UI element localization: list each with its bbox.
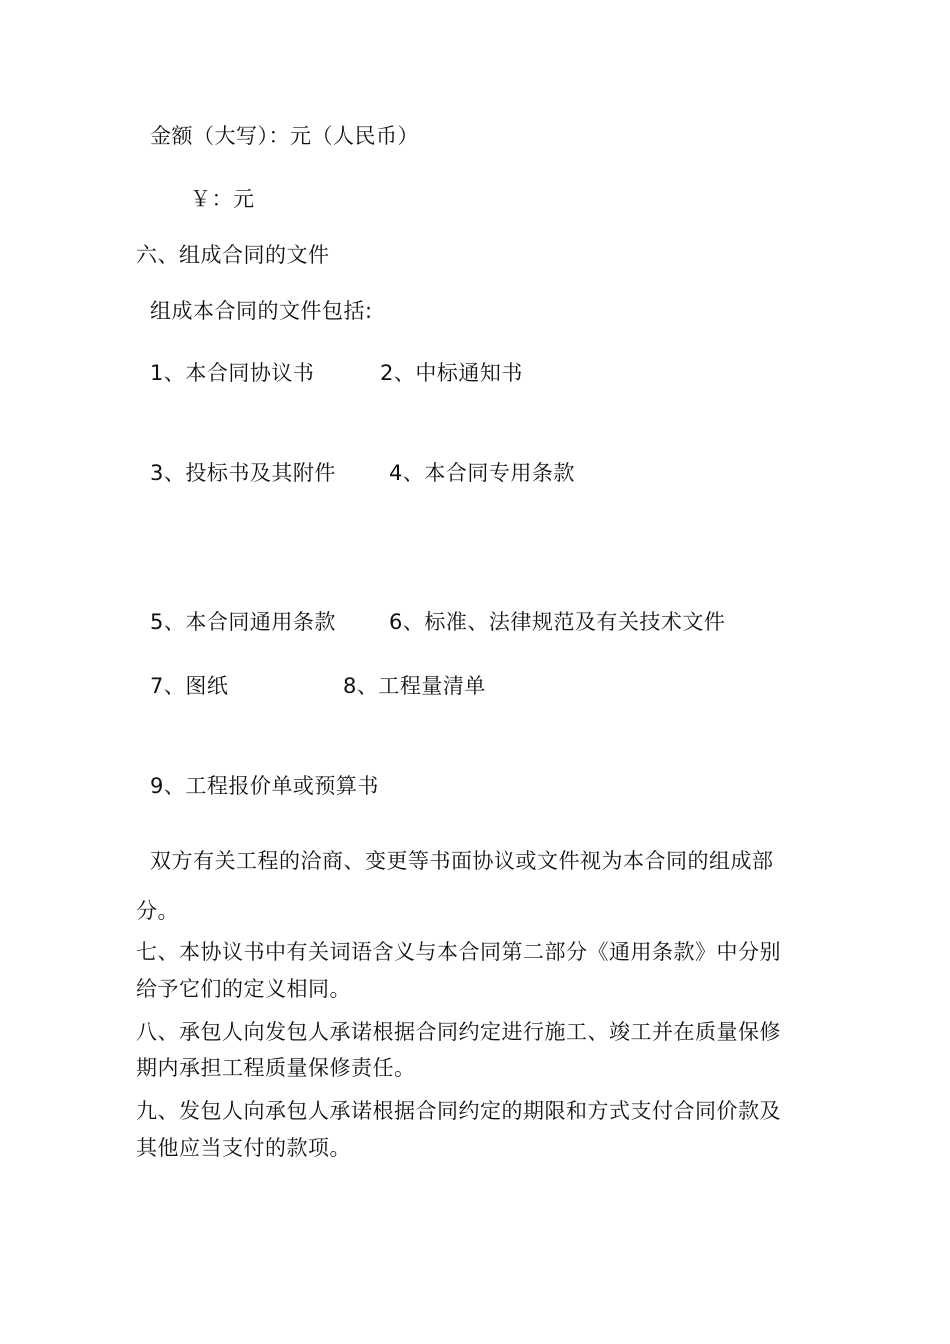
- section-7-line-1: 七、本协议书中有关词语含义与本合同第二部分《通用条款》中分别: [136, 940, 781, 964]
- amount-figures: ￥：元: [190, 187, 255, 211]
- section-6-note-line-2: 分。: [136, 899, 179, 923]
- document-item-1: 1、本合同协议书: [150, 361, 315, 385]
- document-item-9: 9、工程报价单或预算书: [150, 774, 379, 798]
- section-8-line-1: 八、承包人向发包人承诺根据合同约定进行施工、竣工并在质量保修: [136, 1020, 781, 1044]
- document-item-3: 3、投标书及其附件: [150, 461, 336, 485]
- section-6-heading: 六、组成合同的文件: [136, 243, 330, 267]
- document-item-5: 5、本合同通用条款: [150, 610, 336, 634]
- document-item-8: 8、工程量清单: [343, 674, 486, 698]
- section-9-line-2: 其他应当支付的款项。: [136, 1136, 351, 1160]
- section-6-note-line-1: 双方有关工程的洽商、变更等书面协议或文件视为本合同的组成部: [150, 849, 774, 873]
- section-6-intro: 组成本合同的文件包括:: [150, 299, 373, 323]
- amount-words: 金额（大写）：元（人民币）: [150, 124, 419, 148]
- section-8-line-2: 期内承担工程质量保修责任。: [136, 1056, 416, 1080]
- document-item-2: 2、中标通知书: [380, 361, 523, 385]
- document-item-7: 7、图纸: [150, 674, 229, 698]
- section-9-line-1: 九、发包人向承包人承诺根据合同约定的期限和方式支付合同价款及: [136, 1099, 781, 1123]
- document-item-6: 6、标准、法律规范及有关技术文件: [389, 610, 726, 634]
- document-item-4: 4、本合同专用条款: [389, 461, 575, 485]
- section-7-line-2: 给予它们的定义相同。: [136, 977, 351, 1001]
